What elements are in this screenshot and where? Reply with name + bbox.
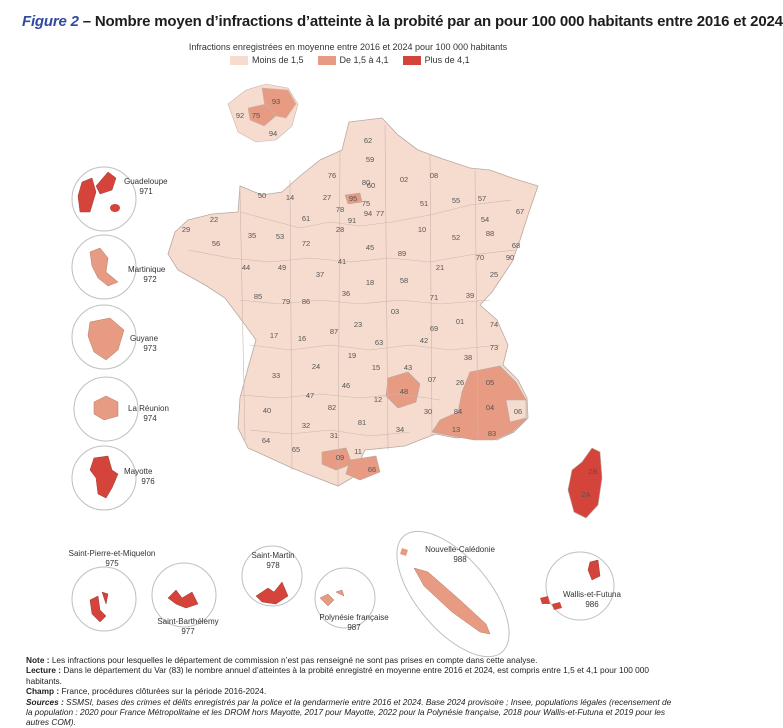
dept-label-75: 75 bbox=[361, 199, 371, 208]
dept-label-89: 89 bbox=[397, 249, 407, 258]
dept-label-85: 85 bbox=[253, 292, 263, 301]
dept-label-55: 55 bbox=[451, 196, 461, 205]
dept-label-35: 35 bbox=[247, 231, 257, 240]
dept-label-71: 71 bbox=[429, 293, 439, 302]
stmartin-name: Saint-Martin bbox=[251, 551, 295, 560]
dept-label-15: 15 bbox=[371, 363, 381, 372]
dept-label-2A: 2A bbox=[581, 490, 591, 499]
dept-label-81: 81 bbox=[357, 418, 367, 427]
stbarth-code: 977 bbox=[181, 627, 195, 636]
dept-label-58: 58 bbox=[399, 276, 409, 285]
dept-label-59: 59 bbox=[365, 155, 375, 164]
guadeloupe-shape bbox=[78, 172, 116, 212]
wallis-name: Wallis-et-Futuna bbox=[563, 590, 621, 599]
dept-label-66: 66 bbox=[367, 465, 377, 474]
idf-label-75: 75 bbox=[251, 111, 261, 120]
wallis-shape bbox=[588, 560, 600, 580]
dept-label-38: 38 bbox=[463, 353, 473, 362]
dept-label-62: 62 bbox=[363, 136, 373, 145]
polynesie-shape bbox=[320, 590, 344, 606]
dept-label-44: 44 bbox=[241, 263, 251, 272]
sources-line bbox=[26, 697, 674, 728]
nouvcal-shape bbox=[414, 568, 490, 634]
note-line bbox=[26, 655, 674, 665]
dept-label-37: 37 bbox=[315, 270, 325, 279]
stbarth-name: Saint-Barthélemy bbox=[157, 617, 219, 626]
dept-label-04: 04 bbox=[485, 403, 495, 412]
polynesie-code: 987 bbox=[347, 623, 361, 632]
guyane-shape bbox=[88, 318, 124, 360]
mayotte-name: Mayotte bbox=[124, 467, 153, 476]
guadeloupe-islet bbox=[110, 204, 120, 212]
dept-label-94: 94 bbox=[363, 209, 373, 218]
dept-label-30: 30 bbox=[423, 407, 433, 416]
dept-label-90: 90 bbox=[505, 253, 515, 262]
dept-label-70: 70 bbox=[475, 253, 485, 262]
dept-label-05: 05 bbox=[485, 378, 495, 387]
corsica-shape bbox=[568, 448, 602, 518]
reunion-name: La Réunion bbox=[128, 404, 169, 413]
stmartin-shape bbox=[256, 582, 288, 604]
dept-label-19: 19 bbox=[347, 351, 357, 360]
stbarth-shape bbox=[168, 590, 198, 608]
legend-label-low: Moins de 1,5 bbox=[252, 55, 304, 65]
dept-label-50: 50 bbox=[257, 191, 267, 200]
dept-label-61: 61 bbox=[301, 214, 311, 223]
dept-label-24: 24 bbox=[311, 362, 321, 371]
dept-label-73: 73 bbox=[489, 343, 499, 352]
legend-label-mid: De 1,5 à 4,1 bbox=[339, 55, 389, 65]
dept-label-36: 36 bbox=[341, 289, 351, 298]
dept-label-52: 52 bbox=[451, 233, 461, 242]
sources-label: Sources : bbox=[26, 696, 64, 707]
dept-label-87: 87 bbox=[329, 327, 339, 336]
dept-label-69: 69 bbox=[429, 324, 439, 333]
dept-label-72: 72 bbox=[301, 239, 311, 248]
dept-label-91: 91 bbox=[347, 216, 357, 225]
spm-code: 975 bbox=[105, 559, 119, 568]
dept-label-65: 65 bbox=[291, 445, 301, 454]
dept-label-23: 23 bbox=[353, 320, 363, 329]
reunion-code: 974 bbox=[143, 414, 157, 423]
guadeloupe-name: Guadeloupe bbox=[124, 177, 168, 186]
champ-text: France, procédures clôturées sur la période 2016-2024. bbox=[59, 686, 267, 697]
dept-label-49: 49 bbox=[277, 263, 287, 272]
stmartin-code: 978 bbox=[266, 561, 280, 570]
dept-label-28: 28 bbox=[335, 225, 345, 234]
wallis-code: 986 bbox=[585, 600, 599, 609]
notes-block bbox=[26, 655, 674, 728]
dept-label-06: 06 bbox=[513, 407, 523, 416]
mayotte-shape bbox=[90, 456, 118, 498]
dept-label-2B: 2B bbox=[588, 467, 598, 476]
guyane-code: 973 bbox=[143, 344, 157, 353]
dept-label-83: 83 bbox=[487, 429, 497, 438]
dept-label-63: 63 bbox=[374, 338, 384, 347]
dept-label-01: 01 bbox=[455, 317, 465, 326]
nouvcal-code: 988 bbox=[453, 555, 467, 564]
nouvcal-name: Nouvelle-Calédonie bbox=[425, 545, 495, 554]
dept-label-53: 53 bbox=[275, 232, 285, 241]
dept-label-17: 17 bbox=[269, 331, 279, 340]
dept-label-14: 14 bbox=[285, 193, 295, 202]
note-label: Note : bbox=[26, 655, 50, 665]
dept-label-48: 48 bbox=[399, 387, 409, 396]
dept-label-34: 34 bbox=[395, 425, 405, 434]
dept-label-80: 80 bbox=[361, 178, 371, 187]
idf-label-93: 93 bbox=[271, 97, 281, 106]
dept-label-25: 25 bbox=[489, 270, 499, 279]
guadeloupe-code: 971 bbox=[139, 187, 153, 196]
dept-label-86: 86 bbox=[301, 297, 311, 306]
legend-label-high: Plus de 4,1 bbox=[424, 55, 470, 65]
sources-text: SSMSI, bases des crimes et délits enregistrés par la police et la gendarmerie entre 2016 et 2024. Base 2024 provisoire ; Insee, populations légales (recensement de la population : 2020 pour France Métropolitaine et les DROM hors Mayotte, 2017 pour Mayotte, 2022 pour la Polynésie française, 2018 pour Wallis-et-Futuna et 2019 pour les autres COM). bbox=[26, 696, 672, 728]
dept-label-88: 88 bbox=[485, 229, 495, 238]
dept-label-21: 21 bbox=[435, 263, 445, 272]
dept-label-02: 02 bbox=[399, 175, 409, 184]
note-text: Les infractions pour lesquelles le département de commission n’est pas renseigné ne sont pas prises en compte dans cette analyse. bbox=[49, 655, 538, 665]
dept-label-40: 40 bbox=[262, 406, 272, 415]
spm-name: Saint-Pierre-et-Miquelon bbox=[68, 549, 156, 558]
dept-label-43: 43 bbox=[403, 363, 413, 372]
map-subtitle: Infractions enregistrées en moyenne entre 2016 et 2024 pour 100 000 habitants bbox=[188, 42, 508, 52]
dept-label-41: 41 bbox=[337, 257, 347, 266]
dept-label-22: 22 bbox=[209, 215, 219, 224]
martinique-name: Martinique bbox=[128, 265, 166, 274]
dept-label-08: 08 bbox=[429, 171, 439, 180]
champ-label: Champ : bbox=[26, 686, 60, 697]
nouvcal-islet bbox=[400, 548, 408, 556]
dept-label-07: 07 bbox=[427, 375, 437, 384]
dept-label-67: 67 bbox=[515, 207, 525, 216]
reunion-shape bbox=[94, 396, 118, 420]
polynesie-name: Polynésie française bbox=[319, 613, 389, 622]
dept-label-79: 79 bbox=[281, 297, 291, 306]
dept-label-46: 46 bbox=[341, 381, 351, 390]
dept-label-51: 51 bbox=[419, 199, 429, 208]
figure-number: Figure 2 bbox=[22, 13, 79, 30]
guyane-name: Guyane bbox=[130, 334, 159, 343]
dept-label-76: 76 bbox=[327, 171, 337, 180]
champ-line bbox=[26, 686, 674, 696]
figure-title-text: – Nombre moyen d’infractions d’atteinte à la probité par an pour 100 000 habitants entre 2016 et 2024 bbox=[78, 13, 783, 30]
lecture-label: Lecture : bbox=[26, 665, 62, 676]
dept-label-10: 10 bbox=[417, 225, 427, 234]
idf-label-92: 92 bbox=[235, 111, 245, 120]
dept-label-57: 57 bbox=[477, 194, 487, 203]
dept-label-95: 95 bbox=[348, 194, 358, 203]
spm-shape bbox=[90, 592, 108, 622]
dept-label-13: 13 bbox=[451, 425, 461, 434]
dept-label-84: 84 bbox=[453, 407, 463, 416]
dept-label-16: 16 bbox=[297, 334, 307, 343]
dept-label-39: 39 bbox=[465, 291, 475, 300]
dept-label-82: 82 bbox=[327, 403, 337, 412]
dept-label-26: 26 bbox=[455, 378, 465, 387]
dept-label-77: 77 bbox=[375, 209, 385, 218]
martinique-code: 972 bbox=[143, 275, 157, 284]
dept-label-33: 33 bbox=[271, 371, 281, 380]
martinique-shape bbox=[90, 248, 118, 286]
dept-label-31: 31 bbox=[329, 431, 339, 440]
dept-label-54: 54 bbox=[480, 215, 490, 224]
dept-label-27: 27 bbox=[322, 193, 332, 202]
dept-label-68: 68 bbox=[511, 241, 521, 250]
dept-label-03: 03 bbox=[390, 307, 400, 316]
dept-label-56: 56 bbox=[211, 239, 221, 248]
idf-label-94: 94 bbox=[268, 129, 278, 138]
lecture-line bbox=[26, 665, 674, 686]
lecture-text: Dans le département du Var (83) le nombre annuel d’atteintes à la probité enregistré en moyenne entre 2016 et 2024, est compris entre 1,5 et 4,1 pour 100 000 habitants. bbox=[26, 665, 649, 686]
dept-label-45: 45 bbox=[365, 243, 375, 252]
dept-label-64: 64 bbox=[261, 436, 271, 445]
dept-label-09: 09 bbox=[335, 453, 345, 462]
dept-label-29: 29 bbox=[181, 225, 191, 234]
dept-label-74: 74 bbox=[489, 320, 499, 329]
mayotte-code: 976 bbox=[141, 477, 155, 486]
dept-label-47: 47 bbox=[305, 391, 315, 400]
dept-label-78: 78 bbox=[335, 205, 345, 214]
dept-label-60: 60 bbox=[366, 181, 376, 190]
dept-label-32: 32 bbox=[301, 421, 311, 430]
dept-label-11: 11 bbox=[354, 447, 362, 456]
dept-label-42: 42 bbox=[419, 336, 429, 345]
dept-label-18: 18 bbox=[365, 278, 375, 287]
dept-label-12: 12 bbox=[373, 395, 383, 404]
